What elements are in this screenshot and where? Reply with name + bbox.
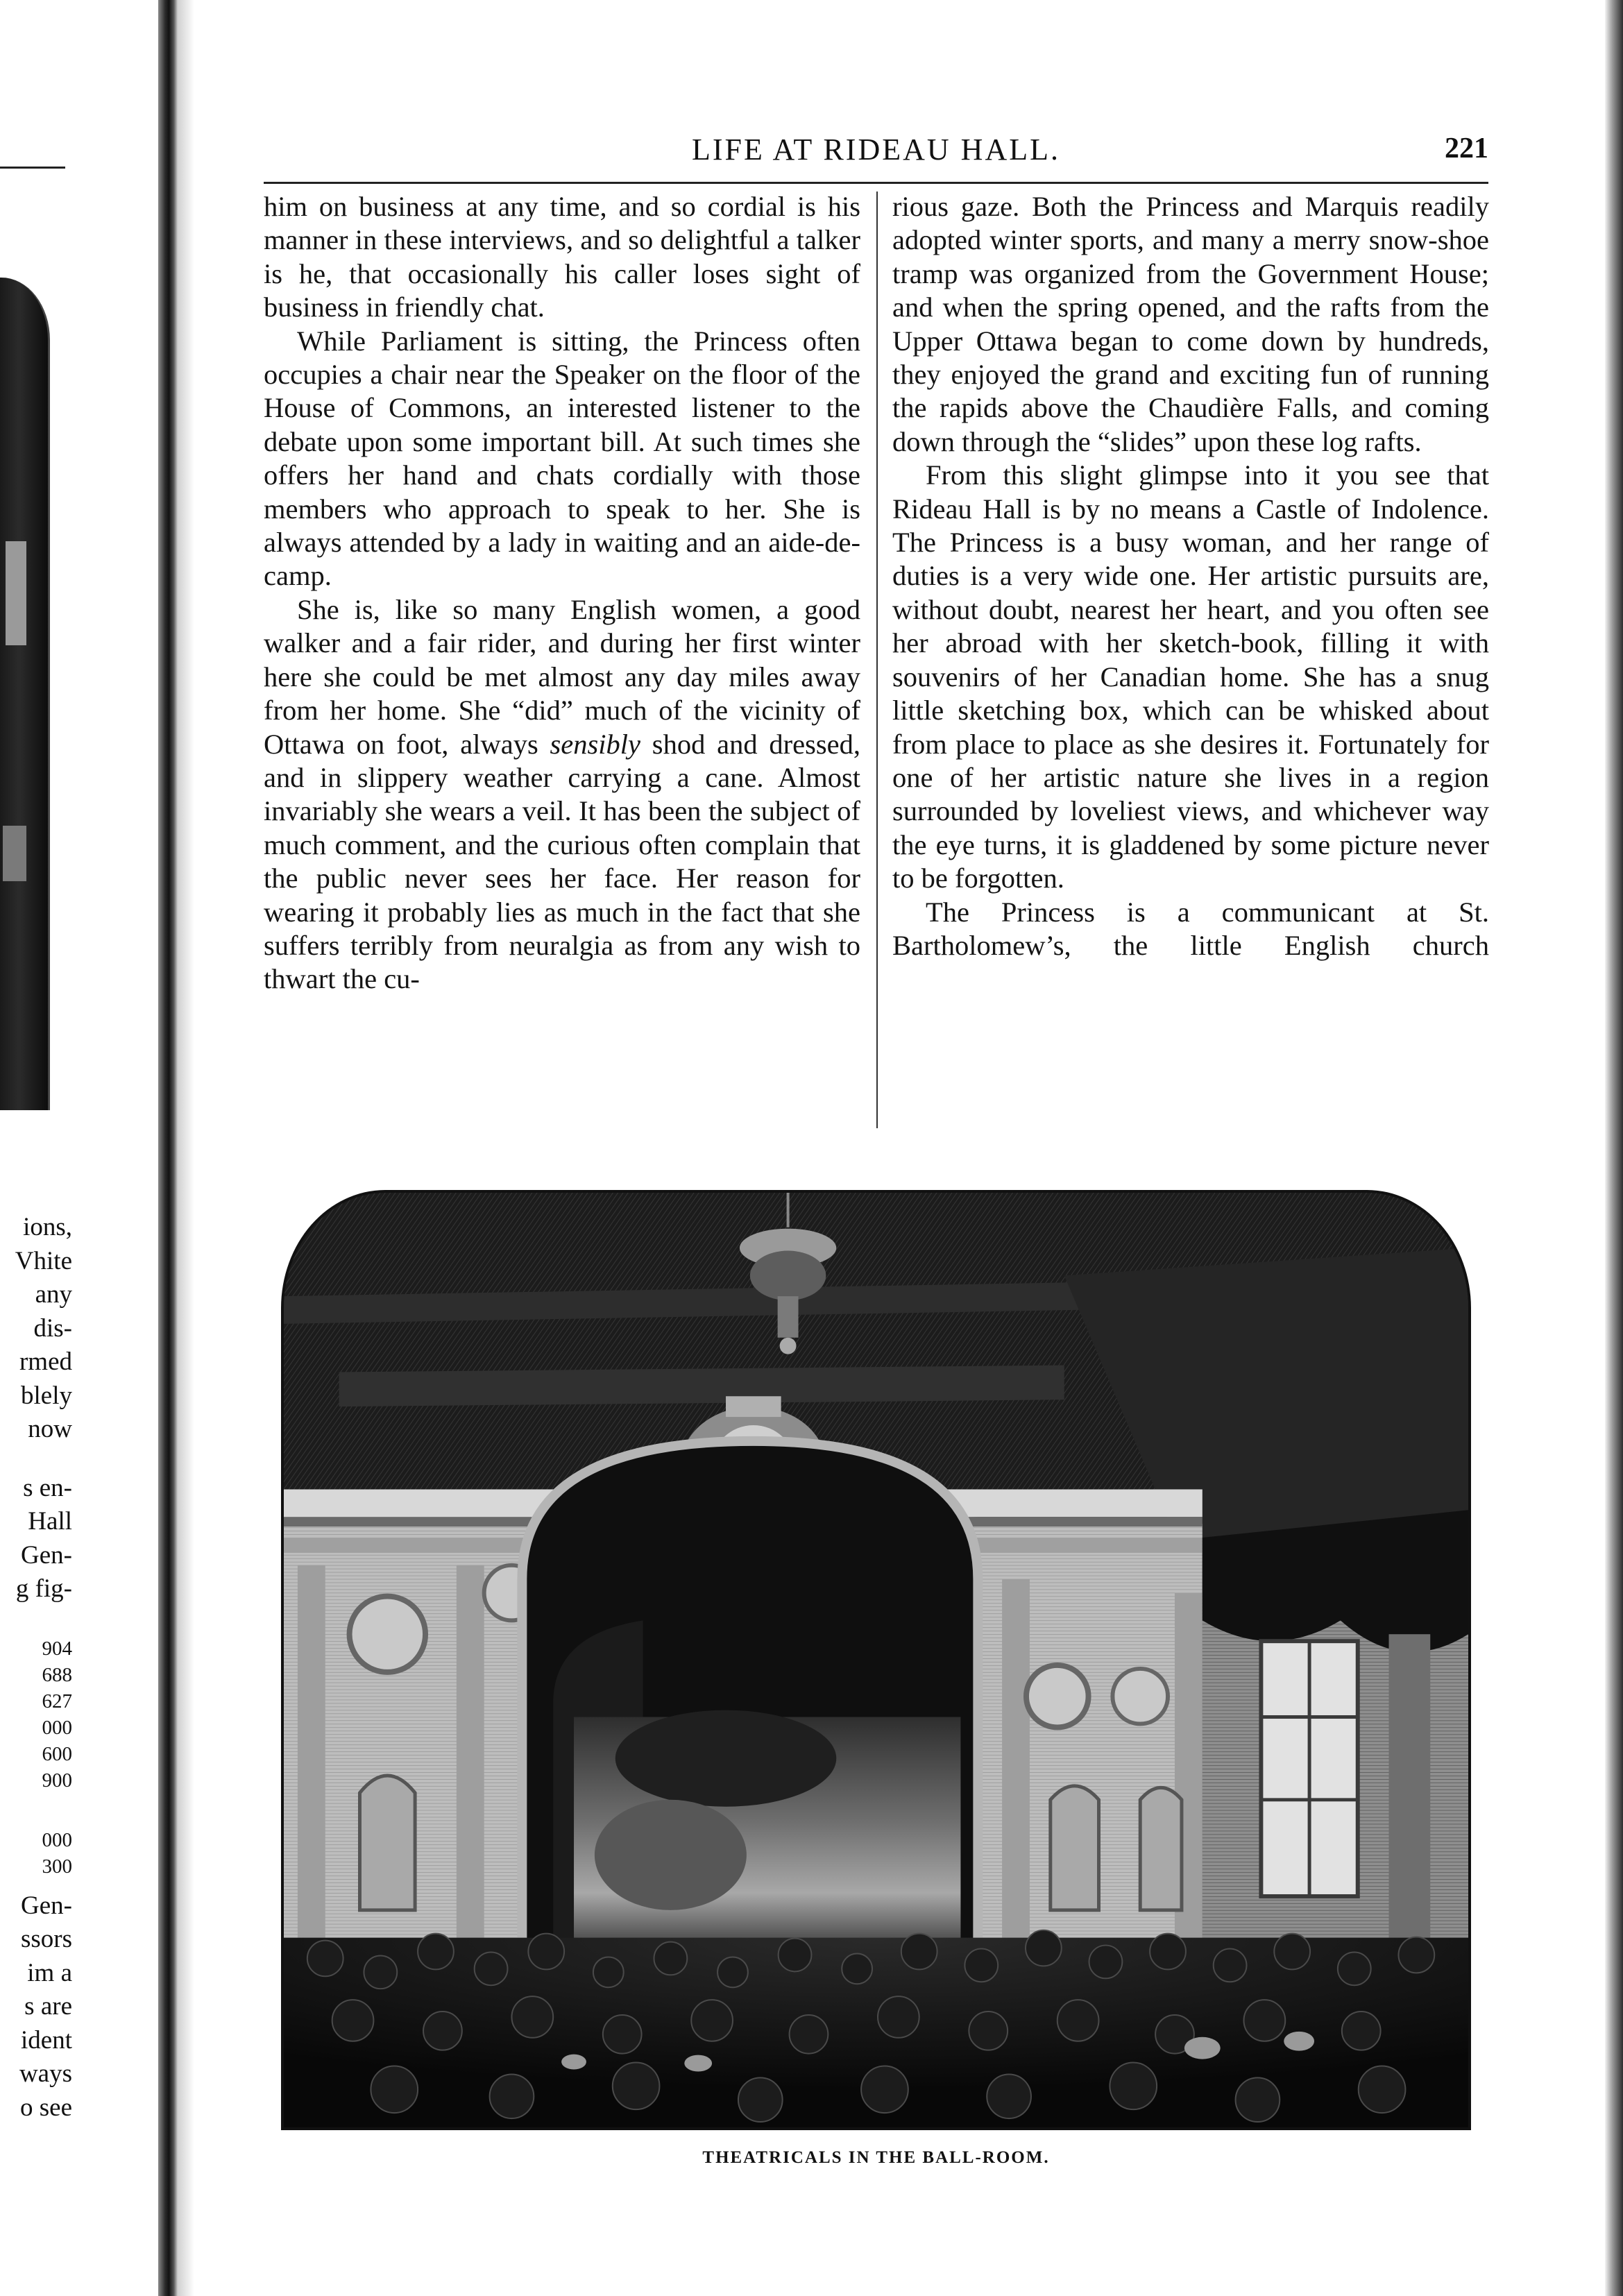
previous-page-illustration-fragment xyxy=(0,278,50,1110)
fragment-number: 904 xyxy=(42,1637,72,1660)
page-number: 221 xyxy=(1445,133,1488,164)
body-columns xyxy=(264,190,1488,1134)
fragment-line: dis- xyxy=(33,1313,72,1343)
running-header xyxy=(264,132,1488,180)
fragment-line: o see xyxy=(20,2093,72,2122)
fragment-number: 600 xyxy=(42,1742,72,1765)
fragment-line: ways xyxy=(19,2059,72,2088)
fragment-line: g fig- xyxy=(15,1574,72,1603)
fragment-number: 300 xyxy=(42,1855,72,1878)
previous-page-header-rule xyxy=(0,167,65,169)
fragment-line: Hall xyxy=(28,1507,72,1536)
fragment-line: ident xyxy=(21,2025,72,2055)
fragment-line: rmed xyxy=(19,1347,72,1376)
fragment-number: 688 xyxy=(42,1663,72,1686)
paragraph: While Parliament is sitting, the Princess often occupies a chair near the Speaker on the floor of the House of Commons, an interested listener to the debate upon some important bill. At such times she offers her hand and chats cordially with those members who approach to speak to her. She is always attended by a lady in waiting and an aide-de-camp. xyxy=(264,325,860,592)
fragment-number: 627 xyxy=(42,1690,72,1712)
fragment-line: ions, xyxy=(23,1213,72,1241)
column-divider xyxy=(876,192,878,1128)
fragment-line: any xyxy=(35,1280,72,1309)
paragraph: The Princess is a communicant at St. Bartholomew’s, the little English church xyxy=(892,896,1489,961)
fragment-line: now xyxy=(28,1415,72,1443)
illustration-caption: THEATRICALS IN THE BALL-ROOM. xyxy=(702,2148,1050,2167)
fragment-number: 000 xyxy=(42,1716,72,1739)
fragment-line: Gen- xyxy=(21,1891,72,1920)
ballroom-engraving xyxy=(281,1190,1471,2130)
running-title: LIFE AT RIDEAU HALL. xyxy=(692,133,1060,167)
page-edge-shadow xyxy=(1605,0,1623,2296)
paragraph: rious gaze. Both the Princess and Marquis readily adopted winter sports, and many a merry snow-shoe tramp was organized from the Government House; and when the spring opened, and the rafts from the Upper Ottawa began to come down by hundreds, they enjoyed the grand and exciting fun of running the rapids above the Chaudière Falls, and coming down through the “slides” upon these log rafts. xyxy=(892,191,1489,457)
right-column xyxy=(892,190,1489,962)
header-rule xyxy=(264,182,1488,184)
italic-word: sensibly xyxy=(550,728,640,760)
fragment-line: ssors xyxy=(20,1925,72,1953)
fragment-line: s are xyxy=(24,1992,72,2021)
previous-page-fragment xyxy=(0,0,164,2296)
gutter-shadow xyxy=(178,0,194,2296)
fragment-line: Vhite xyxy=(15,1246,72,1275)
previous-page-text-fragment xyxy=(0,1211,164,2125)
fragment-line: im a xyxy=(27,1958,72,1987)
paragraph: From this slight glimpse into it you see that Rideau Hall is by no means a Castle of Indolence. The Princess is a busy woman, and her range of duties is a very wide one. Her artistic pursuits are, without doubt, nearest her heart, and you often see her abroad with her sketch-book, filling it with souvenirs of her Canadian home. She has a snug little sketching box, which can be whisked about from place to place as she desires it. Fortunately for one of her artistic nature she lives in a region surrounded by loveliest views, and whichever way the eye turns, it is gladdened by some picture never to be forgotten. xyxy=(892,459,1489,894)
left-column xyxy=(264,190,860,996)
fragment-line: Gen- xyxy=(21,1540,72,1570)
ballroom-engraving-art xyxy=(284,1193,1468,2127)
fragment-line: s en- xyxy=(23,1473,72,1502)
fragment-number: 000 xyxy=(42,1828,72,1851)
fragment-line: blely xyxy=(21,1381,72,1410)
paragraph: She is, like so many English women, a good walker and a fair rider, and during her first winter here she could be met almost any day miles away from her home. She “did” much of the vicinity of Ottawa on foot, always sensibly shod and dressed, and in slippery weather carrying a cane. Almost invariably she wears a veil. It has been the subject of much comment, and the curious often complain that the public never sees her face. Her reason for wearing it probably lies as much in the fact that she suffers terribly from neuralgia as from any wish to thwart the cu- xyxy=(264,593,860,995)
paragraph: him on business at any time, and so cordial is his manner in these interviews, and so delightful a talker is he, that occasionally his caller loses sight of business in friendly chat. xyxy=(264,191,860,323)
book-gutter xyxy=(158,0,178,2296)
fragment-number: 900 xyxy=(42,1769,72,1792)
